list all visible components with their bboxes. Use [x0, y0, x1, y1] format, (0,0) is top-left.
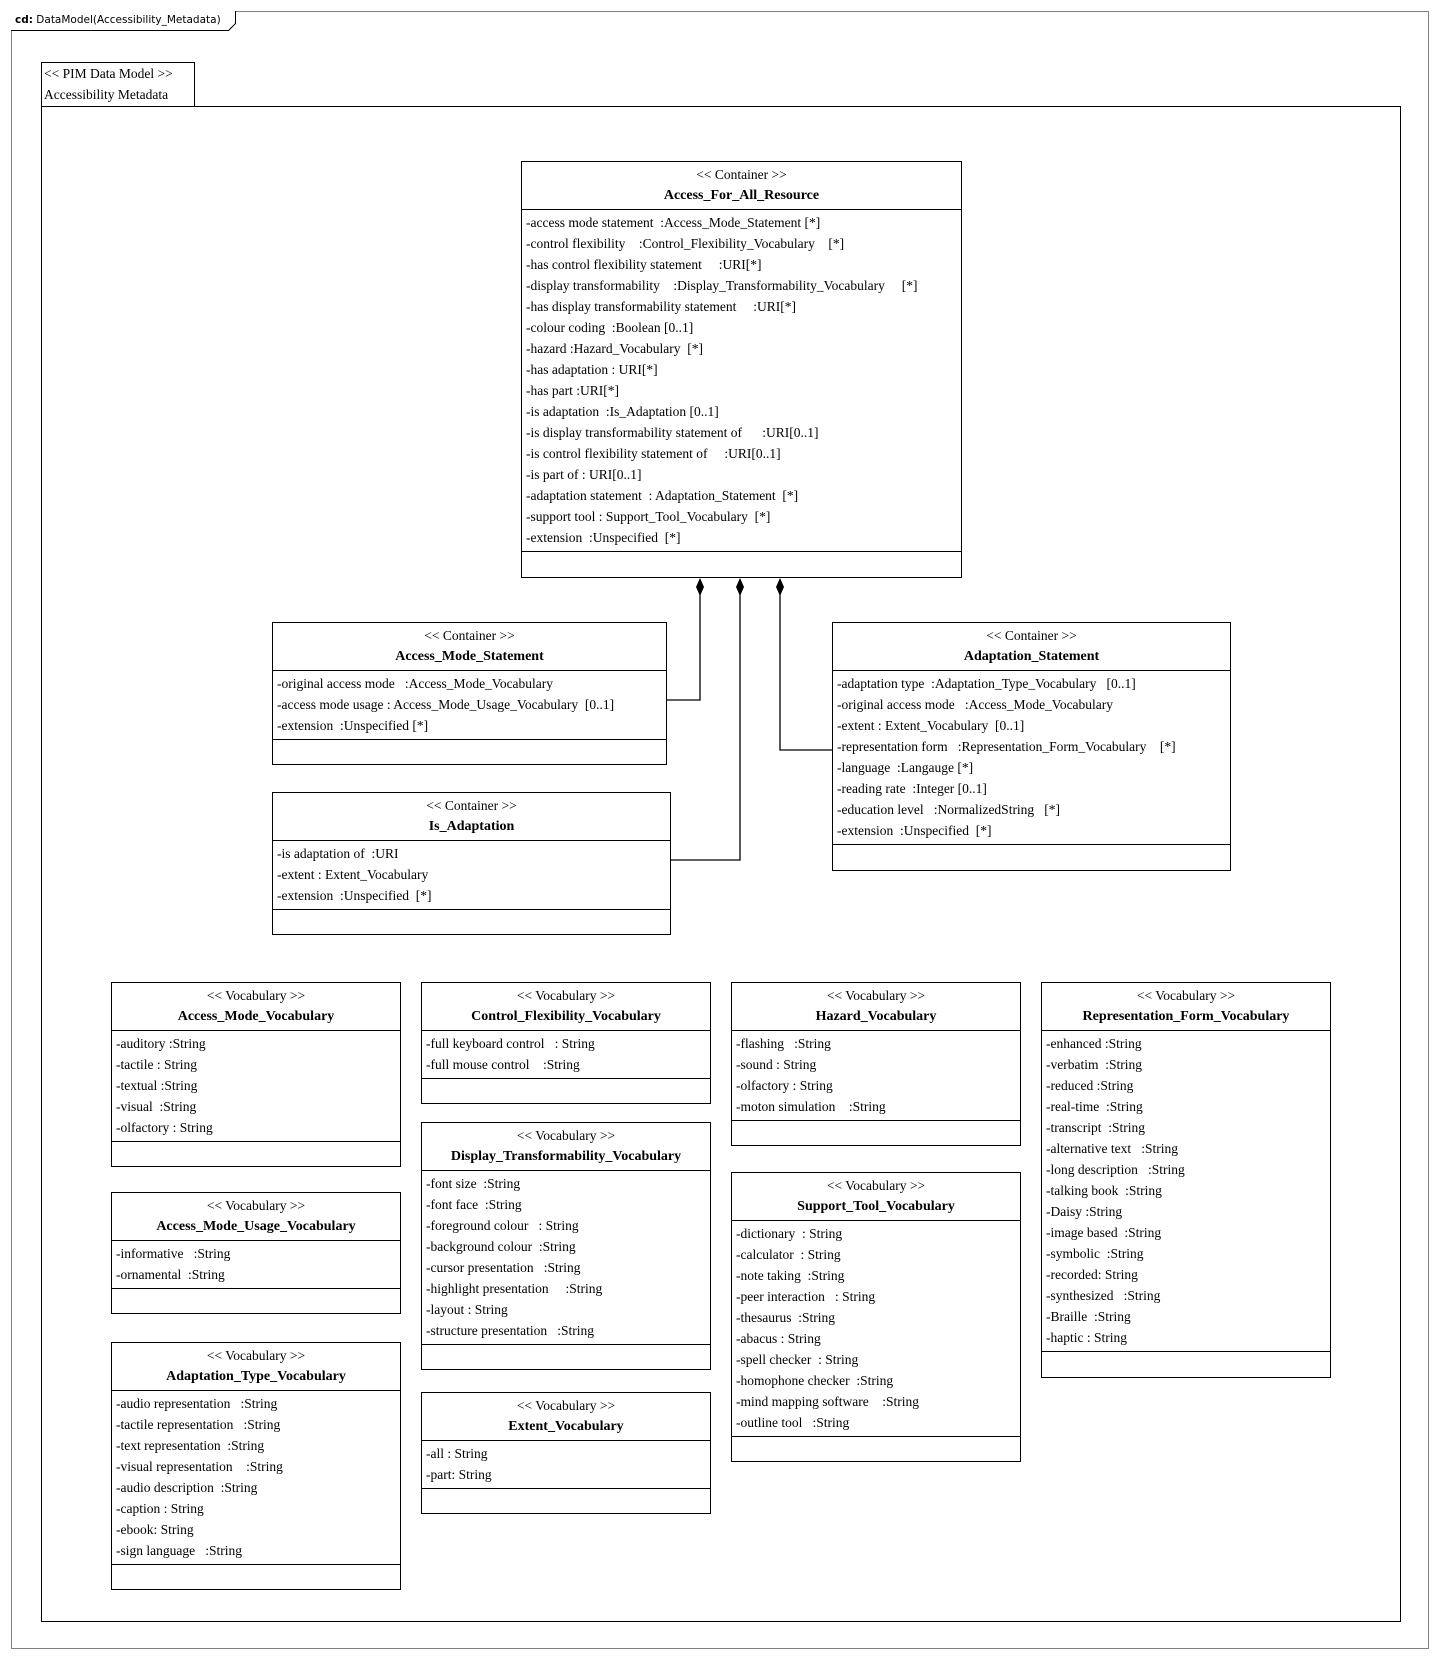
class-attributes [422, 1441, 710, 1489]
class-attribute: -olfactory : String [736, 1078, 833, 1093]
class-attribute: -informative :String [116, 1246, 231, 1261]
class-attribute: -ebook: String [116, 1522, 194, 1537]
class-attribute: -access mode usage : Access_Mode_Usage_Vocabulary [0..1] [277, 697, 615, 712]
class-operations [273, 910, 670, 933]
class-attribute: -moton simulation :String [736, 1099, 886, 1114]
class-attribute: -dictionary : String [736, 1226, 843, 1241]
class-attribute: -language :Langauge [*] [837, 760, 974, 775]
class-operations [112, 1565, 400, 1588]
class-name: Access_Mode_Statement [395, 649, 544, 664]
class-stereotype: << Vocabulary >> [826, 988, 926, 1003]
class-access-mode-statement[interactable] [272, 622, 667, 765]
class-attribute: -control flexibility :Control_Flexibility_Vocabulary [*] [526, 236, 845, 251]
class-stereotype: << Vocabulary >> [826, 1178, 926, 1193]
class-attribute: -flashing :String [736, 1036, 831, 1051]
class-attribute: -verbatim :String [1046, 1057, 1142, 1072]
class-attribute: -display transformability :Display_Transformability_Vocabulary [*] [526, 278, 918, 293]
class-attributes [732, 1221, 1020, 1437]
class-attribute: -alternative text :String [1046, 1141, 1178, 1156]
class-extent-vocabulary[interactable] [421, 1392, 711, 1514]
class-name: Display_Transformability_Vocabulary [450, 1149, 682, 1164]
class-attribute: -extension :Unspecified [*] [526, 530, 681, 545]
class-attribute: -highlight presentation :String [426, 1281, 603, 1296]
class-attribute: -support tool : Support_Tool_Vocabulary [*] [526, 509, 771, 524]
class-header [112, 983, 400, 1031]
class-header [422, 1123, 710, 1171]
class-attribute: -is control flexibility statement of :URI[0..1] [526, 446, 781, 461]
class-attribute: -access mode statement :Access_Mode_Statement [*] [526, 215, 821, 230]
class-attribute: -full mouse control :String [426, 1057, 580, 1072]
class-operations [422, 1345, 710, 1368]
class-name: Representation_Form_Vocabulary [1082, 1009, 1290, 1024]
class-attribute: -recorded: String [1046, 1267, 1138, 1282]
class-stereotype: << Container >> [426, 798, 517, 813]
class-header [273, 623, 666, 671]
class-attribute: -note taking :String [736, 1268, 845, 1283]
class-attribute: -full keyboard control : String [426, 1036, 595, 1051]
class-attribute: -education level :NormalizedString [*] [837, 802, 1061, 817]
class-attribute: -visual representation :String [116, 1459, 283, 1474]
class-adaptation-statement[interactable] [832, 622, 1231, 871]
class-attributes [1042, 1031, 1330, 1352]
class-attribute: -caption : String [116, 1501, 204, 1516]
class-attribute: -talking book :String [1046, 1183, 1162, 1198]
class-attribute: -background colour :String [426, 1239, 576, 1254]
class-stereotype: << Vocabulary >> [516, 1128, 616, 1143]
class-header [112, 1193, 400, 1241]
class-access-mode-vocabulary[interactable] [111, 982, 401, 1167]
class-attribute: -cursor presentation :String [426, 1260, 581, 1275]
class-attribute: -adaptation type :Adaptation_Type_Vocabulary [0..1] [837, 676, 1136, 691]
class-attribute: -abacus : String [736, 1331, 821, 1346]
class-attribute: -has display transformability statement :URI[*] [526, 299, 796, 314]
class-attribute: -ornamental :String [116, 1267, 225, 1282]
class-attribute: -layout : String [426, 1302, 508, 1317]
class-attribute: -original access mode :Access_Mode_Vocabulary [837, 697, 1114, 712]
class-attribute: -hazard :Hazard_Vocabulary [*] [526, 341, 704, 356]
class-attribute: -image based :String [1046, 1225, 1162, 1240]
diagram-kind: cd: [15, 14, 33, 26]
class-header [273, 793, 670, 841]
class-stereotype: << Vocabulary >> [206, 1198, 306, 1213]
package-stereotype: << PIM Data Model >> [44, 66, 173, 81]
class-operations [833, 845, 1230, 868]
class-operations [732, 1121, 1020, 1144]
class-header [522, 162, 961, 210]
class-attribute: -text representation :String [116, 1438, 265, 1453]
class-display-transformability-vocabulary[interactable] [421, 1122, 711, 1370]
class-header [422, 983, 710, 1031]
class-attribute: -is display transformability statement of :URI[0..1] [526, 425, 819, 440]
class-attribute: -colour coding :Boolean [0..1] [526, 320, 694, 335]
class-header [112, 1343, 400, 1391]
class-is-adaptation[interactable] [272, 792, 671, 935]
diagram-frame-label [11, 11, 236, 31]
package-name: Accessibility Metadata [44, 87, 169, 102]
class-attribute: -real-time :String [1046, 1099, 1143, 1114]
class-attribute: -transcript :String [1046, 1120, 1145, 1135]
class-attributes [273, 841, 670, 910]
class-stereotype: << Container >> [424, 628, 515, 643]
class-operations [732, 1437, 1020, 1460]
class-name: Access_Mode_Usage_Vocabulary [156, 1219, 356, 1234]
class-attributes [522, 210, 961, 552]
class-name: Access_Mode_Vocabulary [177, 1009, 335, 1024]
class-header [422, 1393, 710, 1441]
class-stereotype: << Vocabulary >> [516, 988, 616, 1003]
class-name: Access_For_All_Resource [663, 188, 820, 203]
class-attribute: -foreground colour : String [426, 1218, 579, 1233]
class-attribute: -Daisy :String [1046, 1204, 1123, 1219]
class-attribute: -adaptation statement : Adaptation_Statement [*] [526, 488, 799, 503]
class-header [1042, 983, 1330, 1031]
class-attributes [732, 1031, 1020, 1121]
class-hazard-vocabulary[interactable] [731, 982, 1021, 1146]
class-attribute: -visual :String [116, 1099, 197, 1114]
class-attribute: -has control flexibility statement :URI[*] [526, 257, 762, 272]
class-representation-form-vocabulary[interactable] [1041, 982, 1331, 1378]
class-attribute: -original access mode :Access_Mode_Vocabulary [277, 676, 554, 691]
class-attribute: -outline tool :String [736, 1415, 850, 1430]
class-attribute: -homophone checker :String [736, 1373, 894, 1388]
class-operations [1042, 1352, 1330, 1375]
class-attributes [422, 1171, 710, 1345]
class-name: Adaptation_Type_Vocabulary [166, 1369, 346, 1384]
class-attribute: -extent : Extent_Vocabulary [0..1] [837, 718, 1025, 733]
class-attribute: -reading rate :Integer [0..1] [837, 781, 987, 796]
class-operations [522, 552, 961, 575]
class-attributes [273, 671, 666, 740]
class-stereotype: << Vocabulary >> [206, 988, 306, 1003]
class-attributes [833, 671, 1230, 845]
class-attribute: -long description :String [1046, 1162, 1185, 1177]
class-attribute: -is part of : URI[0..1] [526, 467, 642, 482]
class-attribute: -sign language :String [116, 1543, 242, 1558]
class-attribute: -Braille :String [1046, 1309, 1131, 1324]
class-stereotype: << Vocabulary >> [1136, 988, 1236, 1003]
class-attribute: -haptic : String [1046, 1330, 1127, 1345]
class-attribute: -font face :String [426, 1197, 522, 1212]
class-attribute: -symbolic :String [1046, 1246, 1144, 1261]
class-access-mode-usage-vocabulary[interactable] [111, 1192, 401, 1314]
class-attribute: -mind mapping software :String [736, 1394, 919, 1409]
class-attribute: -is adaptation of :URI [277, 846, 399, 861]
class-attribute: -calculator : String [736, 1247, 841, 1262]
class-attributes [112, 1031, 400, 1142]
class-operations [422, 1489, 710, 1512]
class-operations [112, 1289, 400, 1312]
class-header [833, 623, 1230, 671]
diagram-title: DataModel(Accessibility_Metadata) [36, 14, 221, 26]
class-header [732, 1173, 1020, 1221]
class-attribute: -extension :Unspecified [*] [277, 718, 429, 733]
class-attribute: -representation form :Representation_Form_Vocabulary [*] [837, 739, 1176, 754]
class-attribute: -peer interaction : String [736, 1289, 876, 1304]
class-attribute: -is adaptation :Is_Adaptation [0..1] [526, 404, 719, 419]
class-name: Adaptation_Statement [963, 649, 1100, 664]
class-header [732, 983, 1020, 1031]
class-attribute: -thesaurus :String [736, 1310, 835, 1325]
class-attribute: -audio description :String [116, 1480, 258, 1495]
class-attribute: -audio representation :String [116, 1396, 278, 1411]
class-name: Hazard_Vocabulary [815, 1009, 937, 1024]
class-stereotype: << Vocabulary >> [206, 1348, 306, 1363]
class-name: Extent_Vocabulary [508, 1419, 624, 1434]
class-attribute: -extent : Extent_Vocabulary [277, 867, 429, 882]
class-attribute: -extension :Unspecified [*] [277, 888, 432, 903]
class-stereotype: << Container >> [986, 628, 1077, 643]
package-tab [41, 62, 195, 106]
class-attribute: -sound : String [736, 1057, 817, 1072]
class-attribute: -has part :URI[*] [526, 383, 619, 398]
class-stereotype: << Vocabulary >> [516, 1398, 616, 1413]
class-attributes [112, 1241, 400, 1289]
class-control-flexibility-vocabulary[interactable] [421, 982, 711, 1104]
class-attribute: -font size :String [426, 1176, 521, 1191]
class-stereotype: << Container >> [696, 167, 787, 182]
class-attributes [112, 1391, 400, 1565]
class-attribute: -has adaptation : URI[*] [526, 362, 658, 377]
class-operations [273, 740, 666, 763]
class-name: Support_Tool_Vocabulary [797, 1199, 955, 1214]
class-attribute: -auditory :String [116, 1036, 206, 1051]
class-adaptation-type-vocabulary[interactable] [111, 1342, 401, 1590]
class-attribute: -part: String [426, 1467, 492, 1482]
class-attribute: -olfactory : String [116, 1120, 213, 1135]
class-name: Control_Flexibility_Vocabulary [471, 1009, 661, 1024]
class-attribute: -tactile representation :String [116, 1417, 281, 1432]
class-attribute: -structure presentation :String [426, 1323, 594, 1338]
class-attribute: -reduced :String [1046, 1078, 1134, 1093]
class-attribute: -all : String [426, 1446, 488, 1461]
class-name: Is_Adaptation [428, 819, 515, 834]
class-attribute: -tactile : String [116, 1057, 197, 1072]
class-operations [422, 1079, 710, 1102]
class-attributes [422, 1031, 710, 1079]
class-attribute: -spell checker : String [736, 1352, 859, 1367]
class-attribute: -synthesized :String [1046, 1288, 1161, 1303]
class-attribute: -enhanced :String [1046, 1036, 1142, 1051]
class-support-tool-vocabulary[interactable] [731, 1172, 1021, 1462]
class-operations [112, 1142, 400, 1165]
class-access-for-all-resource[interactable] [521, 161, 962, 578]
class-attribute: -extension :Unspecified [*] [837, 823, 992, 838]
class-attribute: -textual :String [116, 1078, 198, 1093]
